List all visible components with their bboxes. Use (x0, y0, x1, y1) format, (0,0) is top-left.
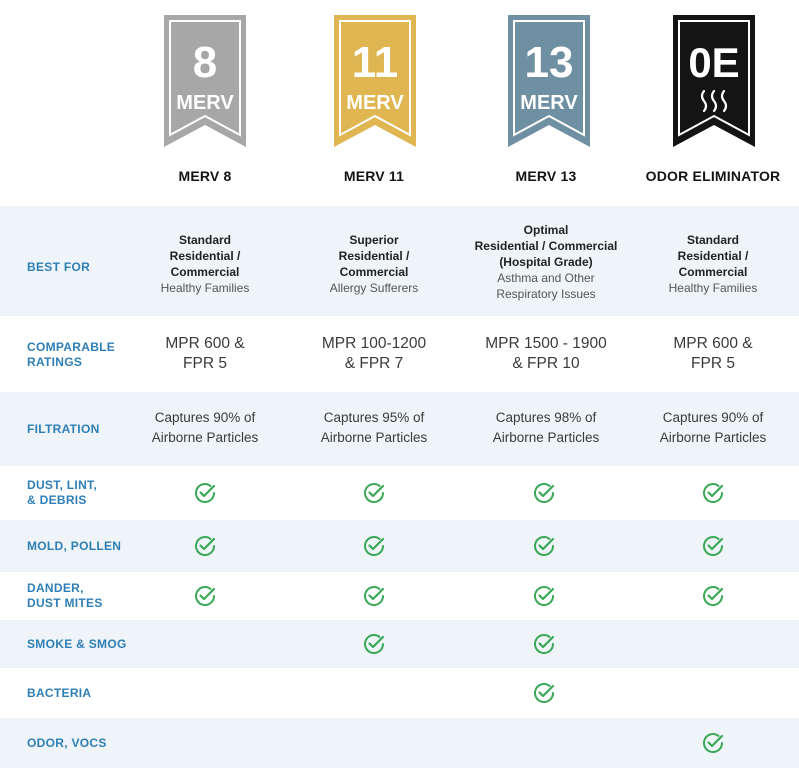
best-for-row (0, 206, 799, 316)
best-for-line: Standard (686, 233, 739, 247)
comparable-line: FPR 5 (183, 355, 227, 372)
comparable-line: MPR 100-1200 (321, 335, 427, 352)
best-for-cell (461, 222, 631, 302)
feature-row-odor-vocs (0, 718, 799, 768)
comparable-cell (628, 334, 798, 374)
filtration-line: Captures 90% of (662, 410, 764, 425)
column-title-merv-11: MERV 11 (343, 168, 405, 184)
check-icon (532, 632, 556, 656)
row-label-line: SMOKE & SMOG (27, 637, 127, 651)
merv-11-badge (334, 15, 416, 152)
comparable-line: & FPR 10 (512, 355, 580, 372)
badge-label: MERV (176, 92, 234, 114)
column-title-odor-eliminator: ODOR ELIMINATOR (645, 168, 781, 184)
comparable-cell (289, 334, 459, 374)
filtration-line: Captures 90% of (154, 410, 256, 425)
filtration-cell (461, 408, 631, 448)
feature-row-dander-dust-mites (0, 572, 799, 620)
row-label-filtration: FILTRATION (27, 422, 100, 436)
check-icon (532, 681, 556, 705)
row-label-line: DUST, LINT, (27, 478, 97, 492)
badge-number: 0E (688, 39, 740, 86)
badge-label: MERV (346, 92, 404, 114)
check-icon (532, 481, 556, 505)
feature-row-smoke-smog (0, 620, 799, 668)
row-label-dander-dust-mites (27, 581, 103, 611)
badge-number: 8 (192, 38, 218, 87)
comparable-line: MPR 600 & (165, 335, 245, 352)
filtration-row (0, 392, 799, 466)
filtration-cell (120, 408, 290, 448)
row-label-odor-vocs (27, 736, 107, 751)
column-title-merv-13: MERV 13 (515, 168, 577, 184)
comparable-cell (461, 334, 631, 374)
row-label-best-for: BEST FOR (27, 260, 91, 274)
filtration-line: Captures 98% of (495, 410, 597, 425)
row-label-line: & DEBRIS (27, 493, 87, 507)
feature-row-mold-pollen (0, 520, 799, 572)
row-label-bacteria (27, 686, 91, 701)
check-icon (193, 481, 217, 505)
best-for-line: Residential / (169, 249, 241, 263)
best-for-line: Residential / (338, 249, 410, 263)
check-icon (362, 534, 386, 558)
comparable-line: & FPR 7 (344, 355, 404, 372)
feature-row-dust-lint-debris (0, 466, 799, 520)
check-icon (362, 481, 386, 505)
comparable-cell (120, 334, 290, 374)
best-for-line: Optimal (523, 223, 569, 237)
filtration-cell (289, 408, 459, 448)
feature-row-bacteria (0, 668, 799, 718)
badge-number: 11 (351, 38, 399, 87)
filtration-line: Airborne Particles (659, 430, 767, 445)
best-for-audience: Healthy Families (668, 281, 758, 295)
check-icon (701, 481, 725, 505)
best-for-line: Commercial (339, 265, 409, 279)
row-label-line: DUST MITES (27, 596, 103, 610)
filtration-cell (628, 408, 798, 448)
row-label-line: DANDER, (27, 581, 84, 595)
row-label-line: BACTERIA (27, 686, 92, 700)
filtration-line: Airborne Particles (492, 430, 600, 445)
filtration-line: Airborne Particles (151, 430, 259, 445)
best-for-cell (628, 232, 798, 296)
filtration-line: Airborne Particles (320, 430, 428, 445)
comparable-line: MPR 1500 - 1900 (485, 335, 607, 352)
comparable-line: MPR 600 & (673, 335, 753, 352)
row-label-line: MOLD, POLLEN (27, 539, 122, 553)
merv-8-badge (164, 15, 246, 152)
row-label-dust-lint-debris (27, 478, 97, 508)
comparable-ratings-row (0, 316, 799, 392)
merv-13-badge (508, 15, 590, 152)
best-for-audience: Healthy Families (160, 281, 250, 295)
best-for-line: Residential / (677, 249, 749, 263)
best-for-line: Commercial (678, 265, 748, 279)
check-icon (701, 534, 725, 558)
best-for-audience: Allergy Sufferers (329, 281, 419, 295)
filtration-line: Captures 95% of (323, 410, 425, 425)
best-for-line: (Hospital Grade) (499, 255, 593, 269)
row-label-line: COMPARABLE (27, 340, 116, 354)
odor-eliminator-badge (673, 15, 755, 152)
check-icon (193, 584, 217, 608)
column-title-merv-8: MERV 8 (178, 168, 232, 184)
row-label-smoke-smog (27, 637, 127, 652)
check-icon (193, 534, 217, 558)
best-for-line: Standard (178, 233, 231, 247)
badge-number: 13 (524, 38, 574, 87)
best-for-audience: Respiratory Issues (496, 287, 596, 301)
check-icon (701, 584, 725, 608)
check-icon (701, 731, 725, 755)
check-icon (362, 584, 386, 608)
best-for-audience: Asthma and Other (497, 271, 595, 285)
best-for-cell (289, 232, 459, 296)
row-label-mold-pollen (27, 539, 121, 554)
row-label-line: ODOR, VOCS (27, 736, 107, 750)
best-for-line: Residential / Commercial (474, 239, 618, 253)
check-icon (362, 632, 386, 656)
row-label-comparable-ratings (27, 340, 115, 370)
comparable-line: FPR 5 (691, 355, 735, 372)
best-for-line: Commercial (170, 265, 240, 279)
best-for-cell (120, 232, 290, 296)
badge-label: MERV (520, 92, 578, 114)
row-label-line: RATINGS (27, 355, 83, 369)
check-icon (532, 534, 556, 558)
check-icon (532, 584, 556, 608)
best-for-line: Superior (349, 233, 399, 247)
